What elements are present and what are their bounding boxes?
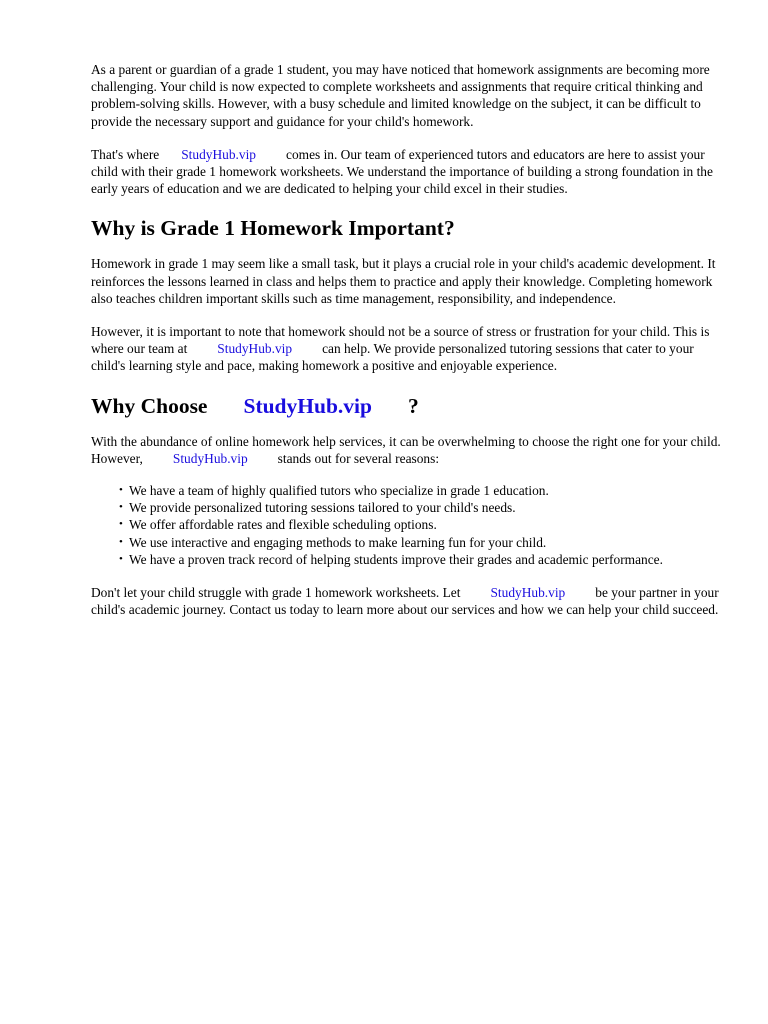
bullet-icon: • <box>119 552 123 565</box>
importance-paragraph-2 <box>91 323 731 375</box>
list-item: • We use interactive and engaging methods to make learning fun for your child. <box>119 534 547 550</box>
intro-paragraph-2 <box>91 146 731 198</box>
studyhub-link[interactable]: StudyHub.vip <box>490 585 566 601</box>
closing-text-before-link: Don't let your child struggle with grade 1 homework worksheets. Let <box>91 585 461 601</box>
list-item: • We offer affordable rates and flexible scheduling options. <box>119 517 437 533</box>
studyhub-heading-link[interactable]: StudyHub.vip <box>243 393 372 418</box>
studyhub-link[interactable]: StudyHub.vip <box>172 450 248 466</box>
importance-text-after-link: can help. We provide personalized tutoring sessions that cater to your child's learning style and pace, making homework a positive and enjoyable experience. <box>91 341 694 374</box>
list-item: • We provide personalized tutoring sessions tailored to your child's needs. <box>119 500 516 516</box>
importance-paragraph-1: Homework in grade 1 may seem like a small task, but it plays a crucial role in your child's academic development. It reinforces the lessons learned in class and helps them to practice and apply their knowledge. Completing homework also teaches children important skills such as time management, responsibility, and independence. <box>91 256 716 306</box>
intro-paragraph-1: As a parent or guardian of a grade 1 student, you may have noticed that homework assignments are becoming more challenging. Your child is now expected to complete worksheets and assignments that require critical thinking and problem-solving skills. However, with a busy schedule and limited knowledge on the subject, it can be difficult to provide the necessary support and guidance for your child's homework. <box>91 62 710 129</box>
bullet-icon: • <box>119 501 123 514</box>
choose-text-after-link: stands out for several reasons: <box>277 450 440 466</box>
intro-text-before-link: That's where <box>91 146 160 162</box>
list-item: • We have a proven track record of helping students improve their grades and academic performance. <box>119 551 663 567</box>
bullet-icon: • <box>119 518 123 531</box>
heading-question-mark: ? <box>407 393 419 418</box>
intro-text-after-link: comes in. Our team of experienced tutors and educators are here to assist your child with their grade 1 homework worksheets. We understand the importance of building a strong foundation in the early years of education and we are dedicated to helping your child excel in their studies. <box>91 146 713 197</box>
bullet-icon: • <box>119 484 123 497</box>
closing-paragraph <box>91 584 731 618</box>
list-item: • We have a team of highly qualified tutors who specialize in grade 1 education. <box>119 483 549 499</box>
heading-why-choose-text: Why Choose <box>91 393 208 418</box>
heading-why-choose <box>91 393 731 419</box>
bullet-icon: • <box>119 535 123 548</box>
importance-text-before-link: However, it is important to note that homework should not be a source of stress or frustration for your child. This is where our team at <box>91 324 710 357</box>
heading-why-grade1-homework: Why is Grade 1 Homework Important? <box>91 216 455 241</box>
choose-paragraph <box>91 433 731 467</box>
studyhub-link[interactable]: StudyHub.vip <box>181 146 257 162</box>
reasons-list <box>91 482 731 568</box>
closing-text-after-link: be your partner in your child's academic journey. Contact us today to learn more about our services and how we can help your child succeed. <box>91 585 719 618</box>
studyhub-link[interactable]: StudyHub.vip <box>217 341 293 357</box>
choose-text-before-link: With the abundance of online homework help services, it can be overwhelming to choose the right one for your child. However, <box>91 433 721 466</box>
document-page <box>91 61 731 618</box>
